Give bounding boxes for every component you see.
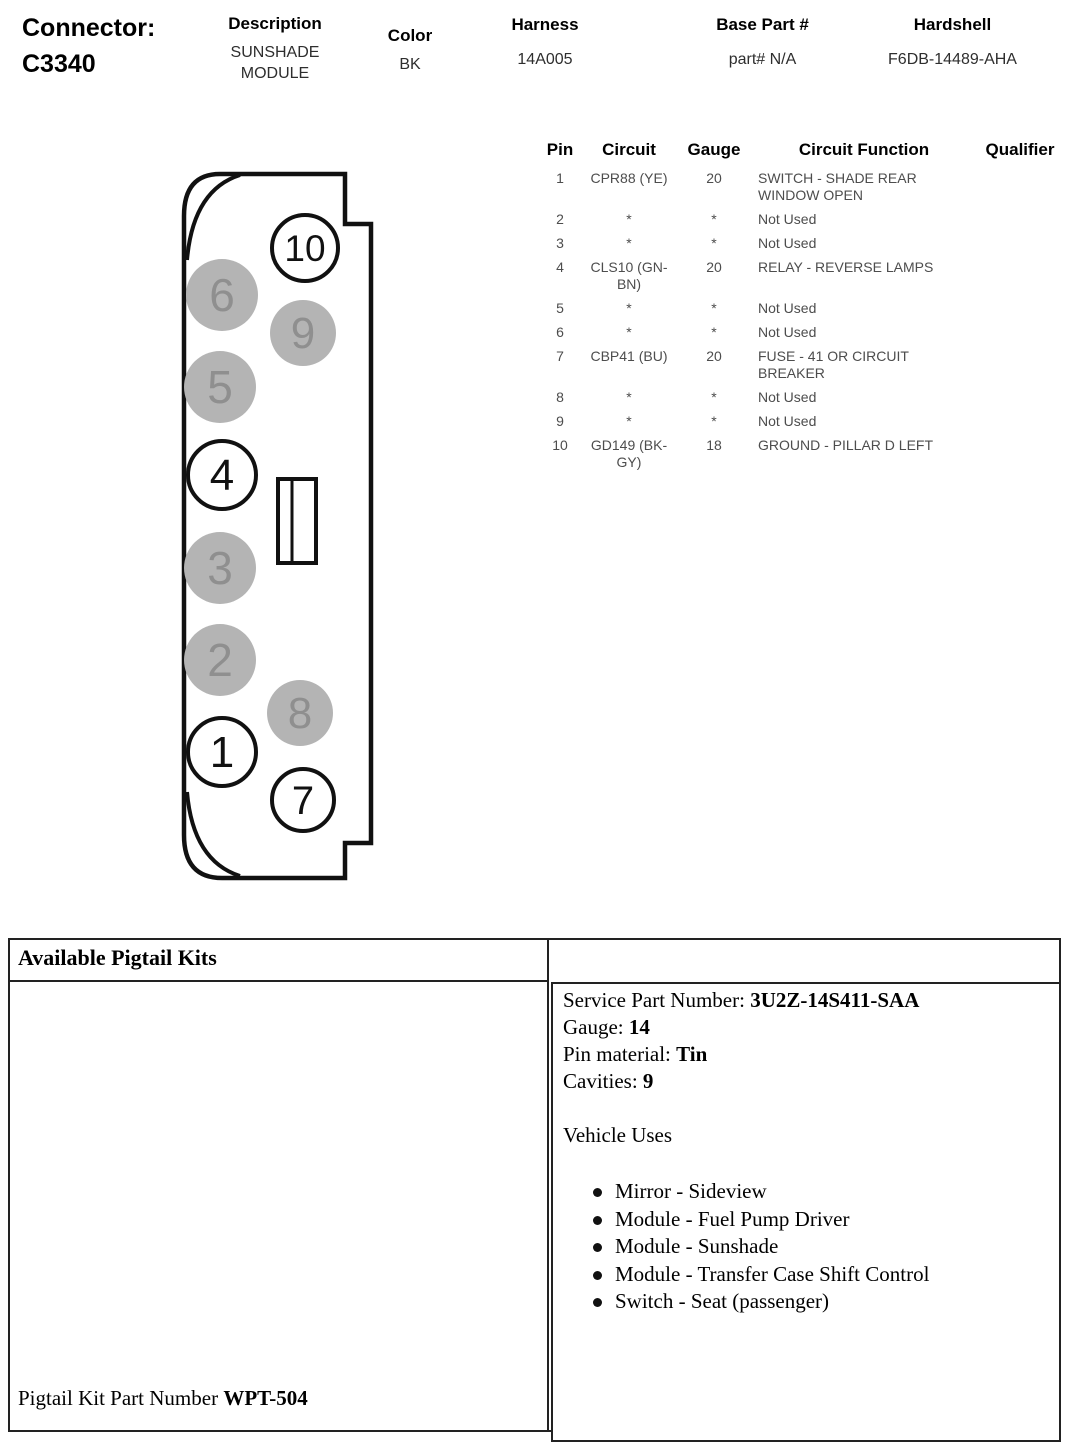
pin-row-8 [540,389,1062,406]
circuit-cell: * [626,324,632,340]
pin-cell: 9 [556,413,564,429]
pin-row-5 [540,300,1062,317]
bottom-section [8,938,1061,1432]
service-part-number: 3U2Z-14S411-SAA [750,988,920,1012]
base-part-value: part# N/A [728,51,797,68]
pigtail-kits-title: Available Pigtail Kits [10,940,547,982]
gauge-cell: 20 [706,170,722,186]
gauge-cell: 18 [706,437,722,453]
gauge-cell: * [711,413,717,429]
cavity-number-3: 3 [207,542,233,594]
pin-row-7 [540,348,1062,382]
function-cell: Not Used [758,300,817,316]
header-col-base-part [680,15,845,70]
cavity-number-6: 6 [209,269,235,321]
function-cell: GROUND - PILLAR D LEFT [758,437,934,453]
pin-material-value: Tin [676,1042,708,1066]
connector-label: Connector: [22,14,156,42]
service-part-line [563,987,1049,1014]
cavity-number-5: 5 [207,361,233,413]
pin-row-6 [540,324,1062,341]
gauge-value: 14 [628,1015,650,1039]
pin-cell: 3 [556,235,564,251]
vehicle-use-item [593,1178,1049,1206]
gauge-line [563,1014,1049,1041]
vehicle-use-text: Mirror - Sideview [615,1179,767,1203]
connector-title [22,10,155,82]
vehicle-uses-list [593,1178,1049,1316]
pin-cell: 7 [556,348,564,364]
cavity-number-4: 4 [209,451,235,500]
circuit-header: Circuit [602,140,656,159]
pin-cell: 10 [552,437,568,453]
header-col-description [195,14,355,84]
connector-diagram [160,160,460,890]
connector-key-slot [278,479,316,563]
circuit-cell: CBP41 (BU) [590,348,668,364]
service-info-box [551,982,1061,1442]
vehicle-use-text: Module - Fuel Pump Driver [615,1206,850,1231]
gauge-cell: 20 [706,348,722,364]
vehicle-use-item [593,1261,1049,1289]
gauge-cell: * [711,324,717,340]
header-col-color [360,26,460,75]
header-col-hardshell [855,15,1050,70]
cavity-number-2: 2 [207,634,233,686]
gauge-cell: * [711,389,717,405]
function-cell: Not Used [758,235,817,251]
function-cell: Not Used [758,324,817,340]
cavities-line [563,1068,1049,1095]
pin-cell: 4 [556,259,564,275]
hardshell-value: F6DB-14489-AHA [888,51,1017,68]
pin-row-3 [540,235,1062,252]
function-cell: RELAY - REVERSE LAMPS [758,259,934,275]
gauge-label: Gauge: [563,1015,624,1039]
circuit-cell: * [626,389,632,405]
connector-id: C3340 [22,50,96,78]
function-cell: FUSE - 41 OR CIRCUIT BREAKER [758,348,909,381]
cavity-number-8: 8 [287,689,313,738]
pin-row-10 [540,437,1062,471]
vehicle-use-text: Module - Transfer Case Shift Control [615,1261,930,1286]
circuit-cell: GD149 (BK-GY) [590,437,668,470]
connector-latch-top [187,175,240,260]
pin-table [540,140,1062,478]
color-value: BK [399,56,421,73]
cavities-value: 9 [642,1069,654,1093]
vehicle-use-text: Module - Sunshade [615,1234,779,1258]
cavity-number-1: 1 [209,728,235,777]
function-cell: Not Used [758,413,817,429]
pigtail-kits-cell [10,940,549,1430]
pin-row-9 [540,413,1062,430]
pin-cell: 5 [556,300,564,316]
cavity-number-7: 7 [291,779,315,823]
circuit-cell: * [626,235,632,251]
harness-label: Harness [511,15,579,34]
circuit-cell: CPR88 (YE) [590,170,668,186]
harness-value: 14A005 [517,51,573,68]
pin-cell: 1 [556,170,564,186]
circuit-cell: * [626,211,632,227]
circuit-cell: * [626,413,632,429]
qualifier-header: Qualifier [985,140,1055,159]
function-cell: Not Used [758,211,817,227]
base-part-label: Base Part # [716,15,809,34]
description-value: SUNSHADE MODULE [230,44,320,82]
vehicle-use-item [593,1206,1049,1234]
vehicle-use-item [593,1288,1049,1316]
circuit-cell: CLS10 (GN-BN) [590,259,668,292]
vehicle-use-item [593,1233,1049,1261]
gauge-cell: * [711,211,717,227]
gauge-header: Gauge [687,140,741,159]
cavity-number-9: 9 [290,309,316,358]
vehicle-use-text: Switch - Seat (passenger) [615,1289,830,1313]
pin-material-line [563,1041,1049,1068]
cavity-number-10: 10 [284,228,326,269]
pin-row-1 [540,170,1062,204]
pin-row-4 [540,259,1062,293]
gauge-cell: * [711,300,717,316]
pin-material-label: Pin material: [563,1042,671,1066]
pin-cell: 6 [556,324,564,340]
pigtail-part-number-line [18,1386,308,1411]
vehicle-uses-title: Vehicle Uses [563,1123,673,1147]
function-cell: SWITCH - SHADE REAR WINDOW OPEN [758,170,917,203]
function-header: Circuit Function [798,140,930,159]
service-part-label: Service Part Number: [563,988,745,1012]
hardshell-label: Hardshell [913,15,992,34]
pigtail-part-label: Pigtail Kit Part Number [18,1386,219,1410]
pin-table-header [540,140,1062,160]
color-label: Color [387,26,433,45]
pigtail-part-number: WPT-504 [223,1386,308,1410]
pin-cell: 8 [556,389,564,405]
pin-header: Pin [546,140,574,159]
gauge-cell: * [711,235,717,251]
connector-latch-bottom [187,792,240,876]
header-col-harness [480,15,610,70]
cavities-label: Cavities: [563,1069,638,1093]
gauge-cell: 20 [706,259,722,275]
pin-row-2 [540,211,1062,228]
function-cell: Not Used [758,389,817,405]
circuit-cell: * [626,300,632,316]
pin-cell: 2 [556,211,564,227]
description-label: Description [228,14,322,33]
